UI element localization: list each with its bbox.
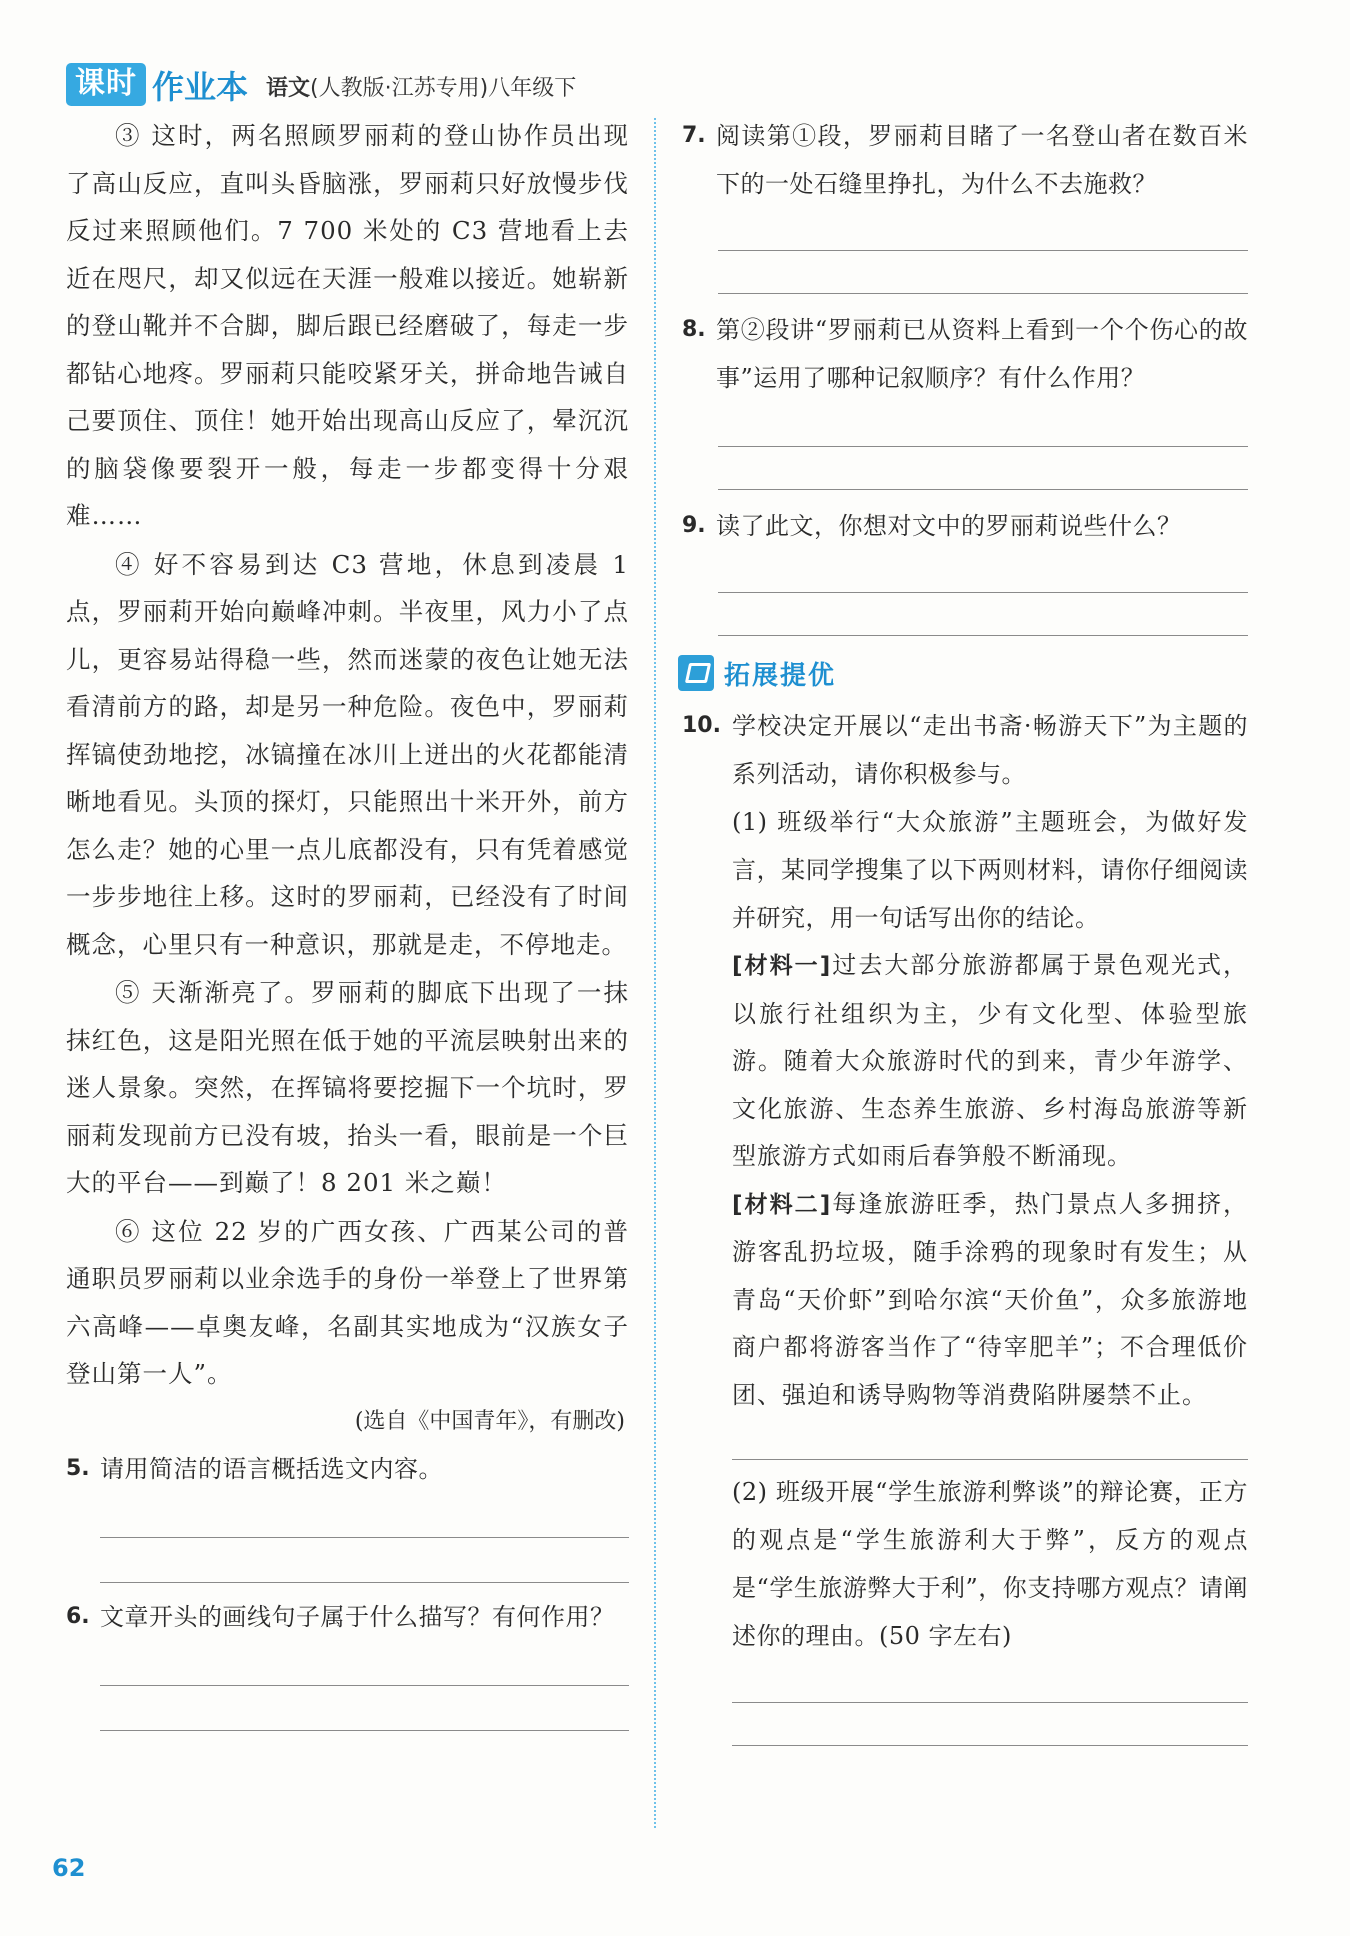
question-number: 5. [66,1455,90,1481]
question-number: 10. [682,713,721,738]
question-text: 第②段讲“罗丽莉已从资料上看到一个个伤心的故事”运用了哪种记叙顺序？有什么作用？ [716,316,1248,392]
question-text: 学校决定开展以“走出书斋·畅游天下”为主题的系列活动，请你积极参与。 [732,712,1248,788]
question-text: 读了此文，你想对文中的罗丽莉说些什么？ [716,512,1182,540]
answer-line[interactable] [100,1582,629,1583]
answer-line[interactable] [732,1702,1248,1703]
answer-line[interactable] [100,1685,629,1686]
question-text: 阅读第①段，罗丽莉目睹了一名登山者在数百米下的一处石缝里挣扎，为什么不去施救？ [716,122,1248,198]
question-10-part-2: (2) 班级开展“学生旅游利弊谈”的辩论赛，正方的观点是“学生旅游利大于弊”，反方的观点是“学生旅游弊大于利”，你支持哪方观点？请阐述你的理由。(50 字左右) [732,1478,1248,1650]
question-number: 9. [682,513,706,538]
source-citation: (选自《中国青年》，有删改) [354,1408,625,1434]
paragraph-6: ⑥ 这位 22 岁的广西女孩、广西某公司的普通职员罗丽莉以业余选手的身份一举登上了世界第六高峰——卓奥友峰，名副其实地成为“汉族女子登山第一人”。 [66,1216,629,1388]
logo-badge: 课时 [66,63,146,106]
edit-icon [678,655,714,691]
paragraph-5: ⑤ 天渐渐亮了。罗丽莉的脚底下出现了一抹抹红色，这是阳光照在低于她的平流层映射出来的迷人景象。突然，在挥镐将要挖掘下一个坑时，罗丽莉发现前方已没有坡，抬头一看，眼前是一个巨大的平台——到巅了！8 201 米之巅！ [66,978,629,1197]
answer-line[interactable] [718,250,1248,251]
question-number: 7. [682,123,706,148]
material-2-text: 每逢旅游旺季，热门景点人多拥挤，游客乱扔垃圾，随手涂鸦的现象时有发生；从青岛“天价虾”到哈尔滨“天价鱼”，众多旅游地商户都将游客当作了“待宰肥羊”；不合理低价团、强迫和诱导购物等消费陷阱屡禁不止。 [732,1189,1248,1409]
question-10 [682,702,1248,798]
column-divider [654,118,656,1828]
material-1-text: 过去大部分旅游都属于景色观光式，以旅行社组织为主，少有文化型、体验型旅游。随着大众旅游时代的到来，青少年游学、文化旅游、生态养生旅游、乡村海岛旅游等新型旅游方式如雨后春笋般不断涌现。 [732,951,1248,1170]
material-1-label: [材料一] [732,953,832,979]
paragraph-4: ④ 好不容易到达 C3 营地，休息到凌晨 1 点，罗丽莉开始向巅峰冲刺。半夜里，风力小了点儿，更容易站得稳一些，然而迷蒙的夜色让她无法看清前方的路，却是另一种危险。夜色中，罗丽莉挥镐使劲地挖，冰镐撞在冰川上迸出的火花都能清晰地看见。头顶的探灯，只能照出十米开外，前方怎么走？她的心里一点儿底都没有，只有凭着感觉一步步地往上移。这时的罗丽莉，已经没有了时间概念，心里只有一种意识，那就是走，不停地走。 [66,549,629,959]
question-7 [682,112,1248,208]
page-number: 62 [52,1854,86,1882]
question-text: 文章开头的画线句子属于什么描写？有何作用？ [100,1602,615,1631]
subject-edition: (人教版·江苏专用)八年级下 [310,76,577,101]
answer-line[interactable] [718,446,1248,447]
material-1 [732,942,1248,1181]
left-column [66,112,629,1731]
logo-text: 作业本 [152,68,249,106]
question-number: 6. [66,1603,90,1629]
question-text: 请用简洁的语言概括选文内容。 [100,1454,443,1483]
answer-line[interactable] [100,1730,629,1731]
question-8 [682,306,1248,402]
answer-line[interactable] [718,592,1248,593]
answer-line[interactable] [732,1745,1248,1746]
subject-line [266,72,576,106]
question-10-part-1: (1) 班级举行“大众旅游”主题班会，为做好发言，某同学搜集了以下两则材料，请你仔细阅读并研究，用一句话写出你的结论。 [732,808,1248,932]
right-column [682,112,1248,1746]
question-5 [66,1445,629,1493]
question-6 [66,1593,629,1641]
subject-name: 语文 [266,76,311,101]
section-title: 拓展提优 [724,660,837,691]
page-header [66,60,576,106]
answer-line[interactable] [732,1459,1248,1460]
answer-line[interactable] [718,635,1248,636]
paragraph-3: ③ 这时，两名照顾罗丽莉的登山协作员出现了高山反应，直叫头昏脑涨，罗丽莉只好放慢步伐反过来照顾他们。7 700 米处的 C3 营地看上去近在咫尺，却又似远在天涯一般难以接近。她崭新的登山靴并不合脚，脚后跟已经磨破了，每走一步都钻心地疼。罗丽莉只能咬紧牙关，拼命地告诫自己要顶住、顶住！她开始出现高山反应了，晕沉沉的脑袋像要裂开一般，每走一步都变得十分艰难…… [66,121,629,530]
question-9 [682,502,1248,550]
question-number: 8. [682,317,706,342]
answer-line[interactable] [718,489,1248,490]
material-2 [732,1181,1248,1420]
answer-line[interactable] [100,1537,629,1538]
material-2-label: [材料二] [732,1191,832,1218]
section-extension [678,648,1248,698]
answer-line[interactable] [718,293,1248,294]
